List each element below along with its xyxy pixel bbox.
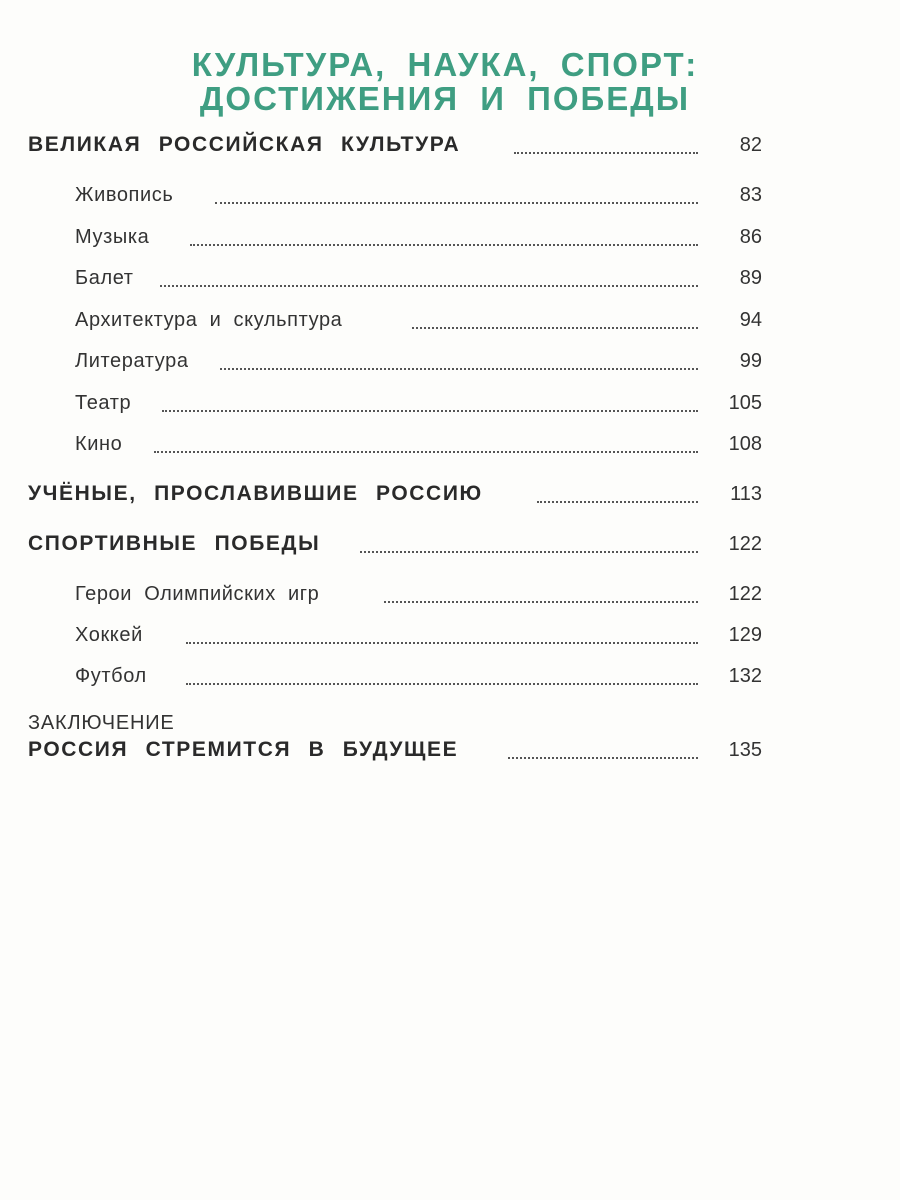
dot-leader [220, 366, 698, 370]
dot-leader [154, 449, 698, 453]
toc-entry-title: Футбол [75, 665, 147, 687]
dot-leader [514, 150, 698, 154]
toc-entry-title: УЧЁНЫЕ, ПРОСЛАВИВШИЕ РОССИЮ [28, 482, 483, 505]
toc-page-number: 99 [739, 350, 762, 372]
dot-leader [186, 640, 698, 644]
part-title-line-1: КУЛЬТУРА, НАУКА, СПОРТ: [191, 46, 699, 83]
toc-section-ballet[interactable] [0, 263, 900, 293]
toc-entry-title: Архитектура и скульптура [75, 309, 343, 331]
toc-section-hockey[interactable] [0, 620, 900, 650]
toc-entry-title: РОССИЯ СТРЕМИТСЯ В БУДУЩЕЕ [28, 738, 459, 761]
dot-leader [508, 755, 698, 759]
toc-section-olympic-heroes[interactable] [0, 579, 900, 609]
dot-leader [360, 549, 698, 553]
toc-entry-title: ВЕЛИКАЯ РОССИЙСКАЯ КУЛЬТУРА [28, 133, 461, 156]
toc-chapter-scientists[interactable] [0, 479, 900, 509]
part-title-line-2: ДОСТИЖЕНИЯ И ПОБЕДЫ [199, 80, 691, 117]
toc-chapter-russia-future[interactable] [0, 735, 900, 765]
toc-section-football[interactable] [0, 661, 900, 691]
toc-section-literature[interactable] [0, 346, 900, 376]
toc-page-number: 89 [739, 267, 762, 289]
toc-entry-title: Театр [75, 392, 132, 414]
toc-page-number: 113 [730, 483, 762, 505]
dot-leader [412, 325, 698, 329]
dot-leader [162, 408, 698, 412]
toc-entry-title: Литература [75, 350, 189, 372]
toc-page-number: 94 [739, 309, 762, 331]
toc-section-painting[interactable] [0, 180, 900, 210]
dot-leader [537, 499, 698, 503]
toc-page-number: 129 [728, 624, 762, 646]
dot-leader [160, 283, 698, 287]
toc-page-number: 105 [728, 392, 762, 414]
toc-entry-title: Кино [75, 433, 123, 455]
toc-page-number: 122 [728, 583, 762, 605]
toc-section-cinema[interactable] [0, 429, 900, 459]
conclusion-label: ЗАКЛЮЧЕНИЕ [28, 712, 175, 734]
toc-page-number: 132 [728, 665, 762, 687]
toc-page-number: 83 [739, 184, 762, 206]
toc-entry-title: Живопись [75, 184, 174, 206]
dot-leader [186, 681, 698, 685]
toc-page-number: 135 [728, 739, 762, 761]
toc-entry-title: Хоккей [75, 624, 143, 646]
toc-entry-title: Герои Олимпийских игр [75, 583, 320, 605]
dot-leader [384, 599, 698, 603]
dot-leader [190, 242, 698, 246]
toc-page-number: 86 [739, 226, 762, 248]
toc-section-theatre[interactable] [0, 388, 900, 418]
toc-page-number: 82 [739, 134, 762, 156]
toc-entry-title: СПОРТИВНЫЕ ПОБЕДЫ [28, 532, 321, 555]
toc-page-number: 122 [728, 533, 762, 555]
toc-chapter-great-russian-culture[interactable] [0, 130, 900, 160]
toc-entry-title: Балет [75, 267, 134, 289]
toc-section-music[interactable] [0, 222, 900, 252]
toc-section-architecture-sculpture[interactable] [0, 305, 900, 335]
toc-entry-title: Музыка [75, 226, 150, 248]
dot-leader [215, 200, 698, 204]
toc-page-number: 108 [728, 433, 762, 455]
toc-chapter-sports-victories[interactable] [0, 529, 900, 559]
